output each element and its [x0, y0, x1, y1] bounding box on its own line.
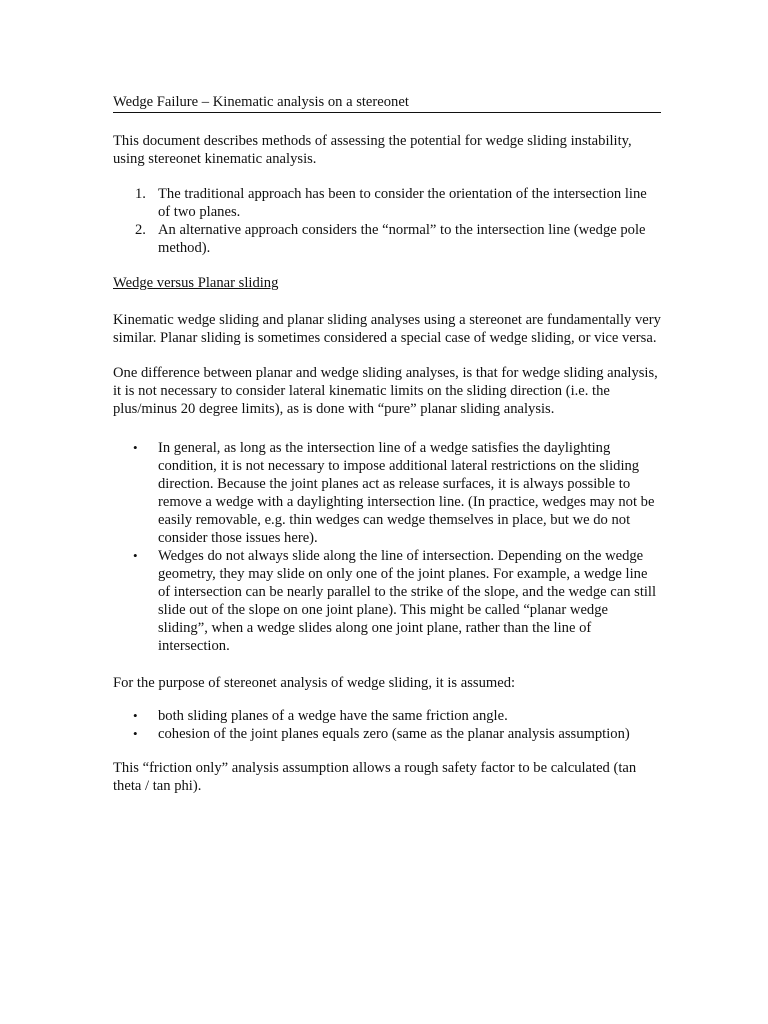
- list-item: [113, 185, 661, 221]
- list-item: [113, 221, 661, 257]
- list-item-text: cohesion of the joint planes equals zero (same as the planar analysis assumption): [158, 726, 630, 742]
- bullet-icon: •: [133, 548, 138, 563]
- notes-list: [113, 439, 661, 655]
- bullet-icon: •: [133, 440, 138, 455]
- list-item: [113, 707, 661, 725]
- document-body: [113, 93, 661, 795]
- list-number: 1.: [135, 186, 146, 202]
- list-item: [113, 439, 661, 547]
- difference-paragraph: One difference between planar and wedge sliding analyses, is that for wedge sliding analysis, it is not necessary to consider lateral kinematic limits on the sliding direction (i.e. the plus/minus 20 degree limits), as is done with “pure” planar sliding analysis.: [113, 365, 658, 417]
- list-item-text: Wedges do not always slide along the line of intersection. Depending on the wedge geometry, they may slide on only one of the joint planes. For example, a wedge line of intersection can be nearly parallel to the strike of the slope, and the wedge can still slide out of the slope on one joint plane). This might be called “planar wedge sliding”, when a wedge slides along one joint plane, rather than the line of intersection.: [158, 548, 657, 654]
- list-item-text: both sliding planes of a wedge have the same friction angle.: [158, 708, 508, 724]
- list-item: [113, 725, 661, 743]
- friction-paragraph: This “friction only” analysis assumption allows a rough safety factor to be calculated (tan theta / tan phi).: [113, 760, 637, 794]
- bullet-icon: •: [133, 708, 138, 723]
- approaches-list: [113, 185, 661, 257]
- list-item: [113, 547, 661, 655]
- intro-paragraph: This document describes methods of assessing the potential for wedge sliding instability, using stereonet kinematic analysis.: [113, 133, 632, 167]
- section-heading: Wedge versus Planar sliding: [113, 275, 279, 291]
- assumption-intro-paragraph: For the purpose of stereonet analysis of wedge sliding, it is assumed:: [113, 675, 516, 691]
- list-item-text: The traditional approach has been to consider the orientation of the intersection line of two planes.: [158, 186, 647, 220]
- list-item-text: In general, as long as the intersection line of a wedge satisfies the daylighting condition, it is not necessary to impose additional lateral restrictions on the sliding direction. Because the joint planes act as release surfaces, it is always possible to remove a wedge with a daylighting intersection line. (In practice, wedges may not be easily removable, e.g. thin wedges can wedge themselves in place, but we do not consider those issues here).: [158, 440, 655, 546]
- document-title: Wedge Failure – Kinematic analysis on a stereonet: [113, 93, 661, 113]
- similarity-paragraph: Kinematic wedge sliding and planar sliding analyses using a stereonet are fundamentally very similar. Planar sliding is sometimes considered a special case of wedge sliding, or vice versa.: [113, 312, 661, 346]
- bullet-icon: •: [133, 726, 138, 741]
- assumptions-list: [113, 707, 661, 743]
- list-number: 2.: [135, 222, 146, 238]
- list-item-text: An alternative approach considers the “normal” to the intersection line (wedge pole method).: [158, 222, 646, 256]
